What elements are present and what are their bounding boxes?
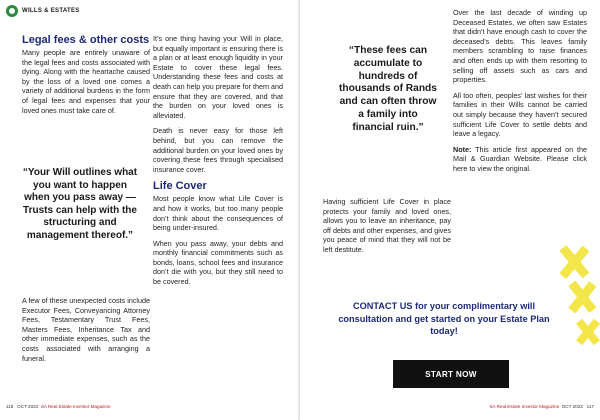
publication-name: SA Real Estate Investor Magazine bbox=[40, 404, 111, 409]
column-4 bbox=[453, 8, 587, 180]
brand-logo-icon bbox=[6, 5, 18, 17]
page-number: 116 bbox=[6, 404, 14, 409]
column-3 bbox=[323, 197, 451, 261]
paragraph: A few of these unexpected costs include Executor Fees, Conveyancing Attorney Fees, Testamentary Trust Fees, Masters Fees, Inheritance Tax and other immediate expenses, such as the costs associated with arranging a funeral. bbox=[22, 296, 150, 363]
pull-quote-left: “Your Will outlines what you want to happen when you pass away — Trusts can help with the structuring and management thereof.” bbox=[22, 167, 138, 241]
source-note bbox=[453, 145, 587, 174]
paragraph: Having sufficient Life Cover in place protects your family and loved ones, allows you to leave an inheritance, pay off debts and other expenses, and gives you peace of mind that they will not be left destitute. bbox=[323, 197, 451, 254]
issue-date: OCT 2022 bbox=[561, 404, 583, 409]
start-now-button[interactable]: START NOW bbox=[393, 360, 509, 388]
paragraph: When you pass away, your debts and monthly financial commitments such as bonds, loans, school fees and insurance don’t die with you, but they still need to be covered. bbox=[153, 238, 283, 287]
note-text[interactable]: This article first appeared on the Mail & Guardian Website. Please click here to view the original. bbox=[453, 144, 587, 173]
note-label: Note: bbox=[453, 144, 472, 154]
heading-life-cover: Life Cover bbox=[153, 180, 207, 193]
section-label: WILLS & ESTATES bbox=[22, 8, 80, 14]
footer-right bbox=[489, 404, 594, 409]
column-1 bbox=[22, 34, 150, 121]
column-2 bbox=[153, 34, 283, 293]
paragraph: Many people are entirely unaware of the legal fees and costs associated with dying. Along with the heartache caused by the loss of a loved one comes a variety of additional burdens in the form of legal fees and expenses that your loved ones must take care of. bbox=[22, 48, 150, 115]
heading-legal-fees: Legal fees & other costs bbox=[22, 34, 150, 46]
paragraph: Death is never easy for those left behind, but you can remove the additional burden on your loved ones by covering these fees through specialised insurance cover. bbox=[153, 126, 283, 174]
paragraph: Over the last decade of winding up Deceased Estates, we often saw Estates that didn’t have enough cash to cover the deceased’s debts. This leaves family members scrambling to raise finances and often ends up with them resorting to selling off assets such as cars and properties. bbox=[453, 8, 587, 85]
page-number: 117 bbox=[586, 404, 594, 409]
paragraph: Most people know what Life Cover is and how it works, but too many people don’t think about the consequences of being under-insured. bbox=[153, 194, 283, 233]
paragraph: All too often, peoples’ last wishes for their families in their Wills cannot be carried out simply because they haven’t secured sufficient Life Cover to settle debts and leave a legacy. bbox=[453, 90, 587, 139]
call-to-action-text: CONTACT US for your complimentary will consultation and get started on your Estate Plan today! bbox=[338, 301, 550, 336]
section-tag bbox=[6, 5, 80, 17]
pull-quote-right: “These fees can accumulate to hundreds of thousands of Rands and can often throw a family into financial ruin.” bbox=[339, 45, 437, 133]
column-1-lower bbox=[22, 296, 150, 369]
issue-date: OCT 2022 bbox=[17, 404, 39, 409]
paragraph: It’s one thing having your Will in place, but equally important is ensuring there is a plan or at least enough liquidity in your Estate to cover these legal fees. Understanding these fees and costs at death can help you prepare for them and ensure that they are covered, and that the burden on your loved ones is alleviated. bbox=[153, 34, 283, 120]
publication-name: SA Real Estate Investor Magazine bbox=[489, 404, 560, 409]
footer-left bbox=[6, 404, 111, 409]
